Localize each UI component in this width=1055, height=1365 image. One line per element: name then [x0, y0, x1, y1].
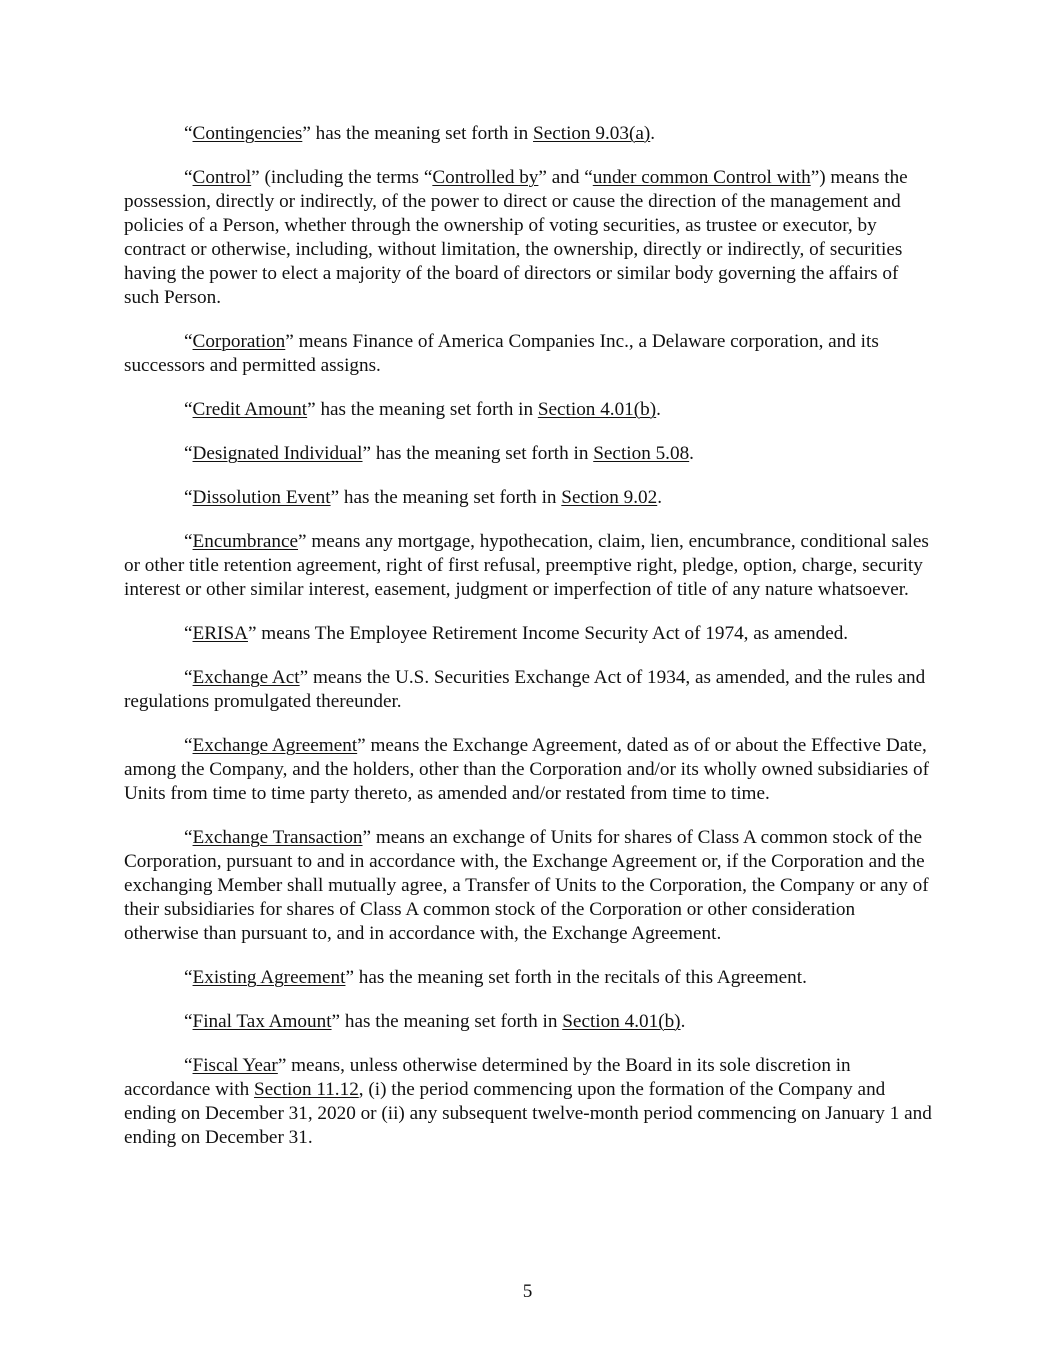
- underlined-term: Section 9.03(a): [533, 123, 651, 144]
- definition-paragraph: [124, 1054, 932, 1150]
- underlined-term: Dissolution Event: [192, 487, 331, 508]
- definition-text: “: [184, 487, 193, 508]
- definition-text: “: [184, 531, 193, 552]
- underlined-term: Exchange Transaction: [192, 827, 363, 848]
- definition-text: ” means Finance of America Companies Inc., a Delaware corporation, and its successors and permitted assigns.: [124, 331, 879, 376]
- definition-paragraph: [124, 122, 932, 146]
- underlined-term: Fiscal Year: [192, 1055, 278, 1076]
- definition-text: .: [650, 123, 656, 144]
- underlined-term: Exchange Agreement: [192, 735, 358, 756]
- definition-paragraph: [124, 486, 932, 510]
- definition-paragraph: [124, 530, 932, 602]
- definition-text: “: [184, 443, 193, 464]
- definition-paragraph: [124, 330, 932, 378]
- definition-text: ” has the meaning set forth in: [330, 487, 562, 508]
- definition-paragraph: [124, 966, 932, 990]
- underlined-term: Exchange Act: [192, 667, 300, 688]
- definition-text: “: [184, 667, 193, 688]
- definition-paragraph: [124, 622, 932, 646]
- underlined-term: Existing Agreement: [192, 967, 346, 988]
- definition-text: .: [656, 399, 661, 420]
- definition-text: “: [184, 1055, 193, 1076]
- underlined-term: Corporation: [192, 331, 286, 352]
- underlined-term: Section 4.01(b): [562, 1011, 681, 1032]
- underlined-term: Controlled by: [432, 167, 539, 188]
- definition-paragraph: [124, 398, 932, 422]
- definition-text: “: [184, 623, 193, 644]
- definition-paragraph: [124, 166, 932, 310]
- definition-text: ” and “: [538, 167, 593, 188]
- definition-text: ” has the meaning set forth in: [307, 399, 538, 420]
- definition-paragraph: [124, 666, 932, 714]
- page-number: 5: [522, 1281, 533, 1302]
- definition-text: , (i) the period commencing upon the formation of the Company and ending on December 31, 2020 or (ii) any subsequent twelve-month period commencing on January 1 and ending on December 31.: [124, 1079, 932, 1148]
- definition-text: ” means the Exchange Agreement, dated as of or about the Effective Date, among the Company, and the holders, other than the Corporation and/or its wholly owned subsidiaries of Units from time to time party thereto, as amended and/or restated from time to time.: [124, 735, 930, 804]
- underlined-term: Encumbrance: [192, 531, 299, 552]
- definition-text: ” means The Employee Retirement Income Security Act of 1974, as amended.: [247, 623, 849, 644]
- definition-paragraph: [124, 734, 932, 806]
- underlined-term: Credit Amount: [192, 399, 308, 420]
- definitions-list: [124, 122, 932, 1170]
- definition-text: ” means, unless otherwise determined by the Board in its sole discretion in accordance with: [124, 1055, 851, 1100]
- definition-text: ” has the meaning set forth in the recitals of this Agreement.: [345, 967, 807, 988]
- underlined-term: under common Control with: [592, 167, 811, 188]
- definition-text: ” has the meaning set forth in: [331, 1011, 563, 1032]
- definition-text: “: [184, 331, 193, 352]
- underlined-term: Section 5.08: [593, 443, 690, 464]
- definition-text: ”) means the possession, directly or indirectly, of the power to direct or cause the direction of the management and policies of a Person, whether through the ownership of voting securities, as trustee or executor, by contract or otherwise, including, without limitation, the ownership, directly or indirectly, of securities having the power to elect a majority of the board of directors or similar body governing the affairs of such Person.: [124, 167, 908, 308]
- underlined-term: ERISA: [192, 623, 248, 644]
- definition-text: “: [184, 167, 193, 188]
- definition-text: ” means any mortgage, hypothecation, claim, lien, encumbrance, conditional sales or other title retention agreement, right of first refusal, preemptive right, pledge, option, charge, security interest or other similar interest, easement, judgment or imperfection of title of any nature whatsoever.: [124, 531, 929, 600]
- definition-text: .: [680, 1011, 686, 1032]
- definition-text: “: [184, 735, 193, 756]
- underlined-term: Contingencies: [192, 123, 303, 144]
- definition-text: ” has the meaning set forth in: [362, 443, 594, 464]
- definition-text: “: [184, 123, 193, 144]
- definition-paragraph: [124, 442, 932, 466]
- definition-text: ” (including the terms “: [251, 167, 433, 188]
- definition-text: .: [657, 487, 663, 508]
- definition-text: ” has the meaning set forth in: [302, 123, 534, 144]
- definition-text: ” means an exchange of Units for shares of Class A common stock of the Corporation, pursuant to and in accordance with, the Exchange Agreement or, if the Corporation and the exchanging Member shall mutually agree, a Transfer of Units to the Corporation, the Company or any of their subsidiaries for shares of Class A common stock of the Corporation or other consideration otherwise than pursuant to, and in accordance with, the Exchange Agreement.: [124, 827, 929, 944]
- underlined-term: Section 11.12: [253, 1079, 359, 1100]
- definition-text: “: [184, 1011, 193, 1032]
- underlined-term: Section 4.01(b): [537, 399, 657, 420]
- definition-text: “: [184, 399, 193, 420]
- definition-text: “: [184, 827, 193, 848]
- underlined-term: Designated Individual: [192, 443, 363, 464]
- definition-paragraph: [124, 826, 932, 946]
- underlined-term: Control: [192, 167, 252, 188]
- underlined-term: Final Tax Amount: [192, 1011, 332, 1032]
- definition-paragraph: [124, 1010, 932, 1034]
- underlined-term: Section 9.02: [561, 487, 658, 508]
- definition-text: ” means the U.S. Securities Exchange Act of 1934, as amended, and the rules and regulations promulgated thereunder.: [124, 667, 926, 712]
- definition-text: “: [184, 967, 193, 988]
- definition-text: .: [689, 443, 694, 464]
